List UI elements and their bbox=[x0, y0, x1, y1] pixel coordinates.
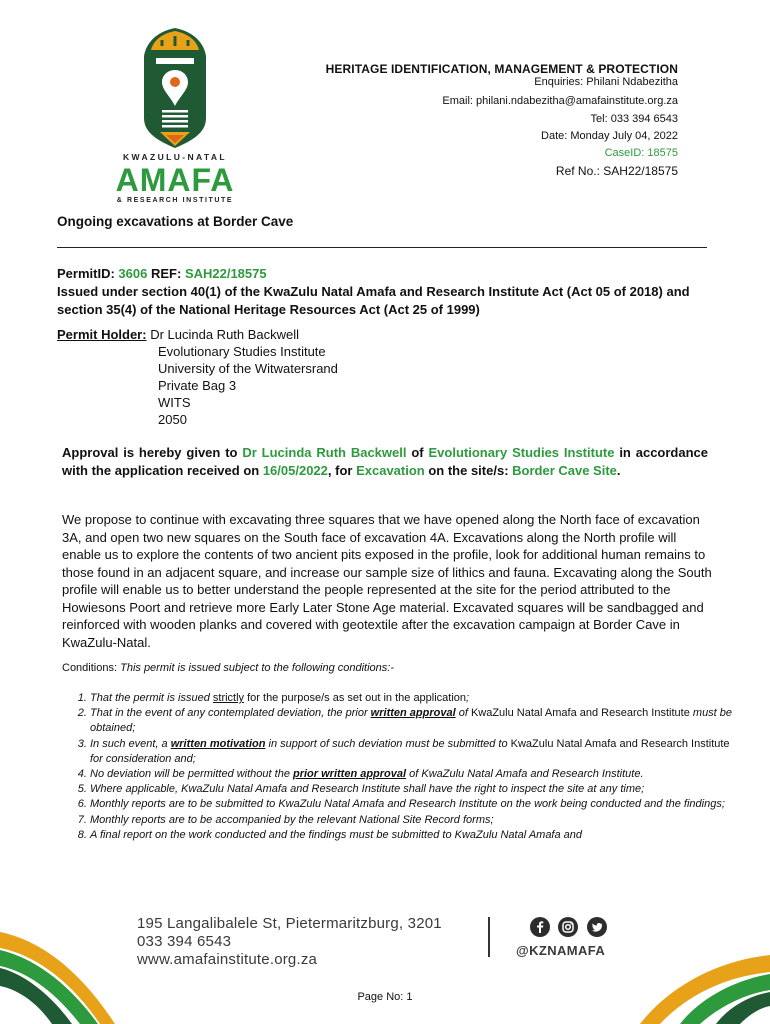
twitter-icon[interactable] bbox=[587, 917, 607, 937]
conditions-intro: This permit is issued subject to the following conditions:- bbox=[117, 662, 395, 674]
approval-text: of bbox=[406, 445, 429, 460]
footer-phone: 033 394 6543 bbox=[137, 933, 232, 950]
condition-item: 3. In such event, a written motivation in support of such deviation must be submitted to KwaZulu Natal Amafa and Research Institute for consideration and; bbox=[90, 737, 740, 767]
logo-top-text: KWAZULU-NATAL bbox=[122, 152, 228, 162]
instagram-icon[interactable] bbox=[558, 917, 578, 937]
permit-holder bbox=[57, 326, 299, 343]
conditions-label: Conditions: bbox=[62, 662, 118, 674]
facebook-icon[interactable] bbox=[530, 917, 550, 937]
approved-site: Border Cave Site bbox=[512, 462, 617, 478]
approval-statement bbox=[62, 444, 708, 479]
condition-item: 5. Where applicable, KwaZulu Natal Amafa and Research Institute shall have the right to inspect the site at any time; bbox=[90, 782, 740, 797]
permit-ref: SAH22/18575 bbox=[184, 266, 267, 281]
ref-number: Ref No.: SAH22/18575 bbox=[555, 164, 678, 178]
approval-holder: Dr Lucinda Ruth Backwell bbox=[242, 445, 407, 460]
condition-item: 8. A final report on the work conducted and the findings must be submitted to KwaZulu Natal Amafa and bbox=[90, 828, 740, 843]
permit-id: 3606 bbox=[118, 266, 148, 281]
conditions-lead bbox=[62, 662, 394, 674]
condition-item: 2. That in the event of any contemplated deviation, the prior written approval of KwaZulu Natal Amafa and Research Institute must be obtained; bbox=[90, 706, 740, 736]
proposal-paragraph: We propose to continue with excavating three squares that we have opened along the North face of excavation 3A, and open two new squares on the South face of excavation 4A. Excavations along the North profile will enable us to explore the contents of two ancient pits exposed in the profile, look for additional human remains to those found in an adjacent square, and increase our sample size of lithics and fauna. Excavating along the South profile will enable us to better understand the people represented at the site for the period attributed to the Howiesons Poort and retrieve more Early Later Stone Age material. Excavated squares will be sandbagged and reinforced with wooden planks and covered with geotextile after the excavation campaign at Border Cave in KwaZulu-Natal. bbox=[62, 512, 712, 650]
holder-address bbox=[158, 343, 338, 428]
permit-holder-name: Dr Lucinda Ruth Backwell bbox=[150, 327, 300, 342]
logo-bottom-text: & RESEARCH INSTITUTE bbox=[116, 197, 234, 204]
approved-activity: Excavation bbox=[356, 462, 425, 478]
condition-item: 1. That the permit is issued strictly for the purpose/s as set out in the application; bbox=[90, 691, 740, 706]
case-id: CaseID: 18575 bbox=[604, 147, 678, 159]
footer-address: 195 Langalibalele St, Pietermaritzburg, 3201 bbox=[137, 915, 442, 932]
address-line: WITS bbox=[158, 395, 191, 410]
approval-text: , for bbox=[327, 462, 357, 478]
social-handle[interactable]: @KZNAMAFA bbox=[516, 943, 606, 958]
email: Email: philani.ndabezitha@amafainstitute.org.za bbox=[442, 95, 678, 107]
footer-divider bbox=[488, 917, 490, 957]
address-line: University of the Witwatersrand bbox=[158, 361, 338, 376]
permit-id-label: PermitID: bbox=[57, 266, 115, 281]
subject-line: Ongoing excavations at Border Cave bbox=[57, 214, 294, 229]
logo-main-text: AMAFA bbox=[115, 162, 235, 198]
application-date: 16/05/2022 bbox=[262, 462, 328, 478]
condition-item: 4. No deviation will be permitted without the prior written approval of KwaZulu Natal Amafa and Research Institute. bbox=[90, 767, 740, 782]
enquiries: Enquiries: Philani Ndabezitha bbox=[534, 76, 678, 88]
telephone: Tel: 033 394 6543 bbox=[590, 113, 678, 125]
divider bbox=[57, 247, 707, 248]
permit-block bbox=[57, 265, 712, 319]
approval-text: . bbox=[616, 462, 621, 478]
address-line: Private Bag 3 bbox=[158, 378, 237, 393]
approval-text: on the site/s: bbox=[424, 462, 513, 478]
condition-item: 7. Monthly reports are to be accompanied by the relevant National Site Record forms; bbox=[90, 813, 740, 828]
social-icons bbox=[530, 917, 611, 942]
page-number: Page No: 1 bbox=[357, 991, 413, 1003]
ref-label: REF: bbox=[150, 266, 182, 281]
address-line: 2050 bbox=[158, 412, 187, 427]
letter-date: Date: Monday July 04, 2022 bbox=[541, 130, 678, 142]
issued-under-text: Issued under section 40(1) of the KwaZulu Natal Amafa and Research Institute Act (Act 05 of 2018) and section 35(4) of the National Heritage Resources Act (Act 25 of 1999) bbox=[57, 284, 690, 317]
approval-text: Approval is hereby given to bbox=[62, 445, 243, 460]
approval-text: in accordance with the application received on bbox=[62, 445, 708, 478]
footer-website: www.amafainstitute.org.za bbox=[137, 951, 318, 968]
footer-contact bbox=[137, 915, 442, 969]
approval-institute: Evolutionary Studies Institute bbox=[428, 445, 615, 460]
department-title: HERITAGE IDENTIFICATION, MANAGEMENT & PROTECTION bbox=[325, 62, 678, 76]
conditions-list bbox=[62, 691, 740, 843]
permit-holder-label: Permit Holder: bbox=[57, 327, 147, 342]
condition-item: 6. Monthly reports are to be submitted to KwaZulu Natal Amafa and Research Institute on the work being conducted and the findings; bbox=[90, 797, 740, 812]
amafa-logo bbox=[100, 22, 250, 212]
address-line: Evolutionary Studies Institute bbox=[158, 344, 326, 359]
